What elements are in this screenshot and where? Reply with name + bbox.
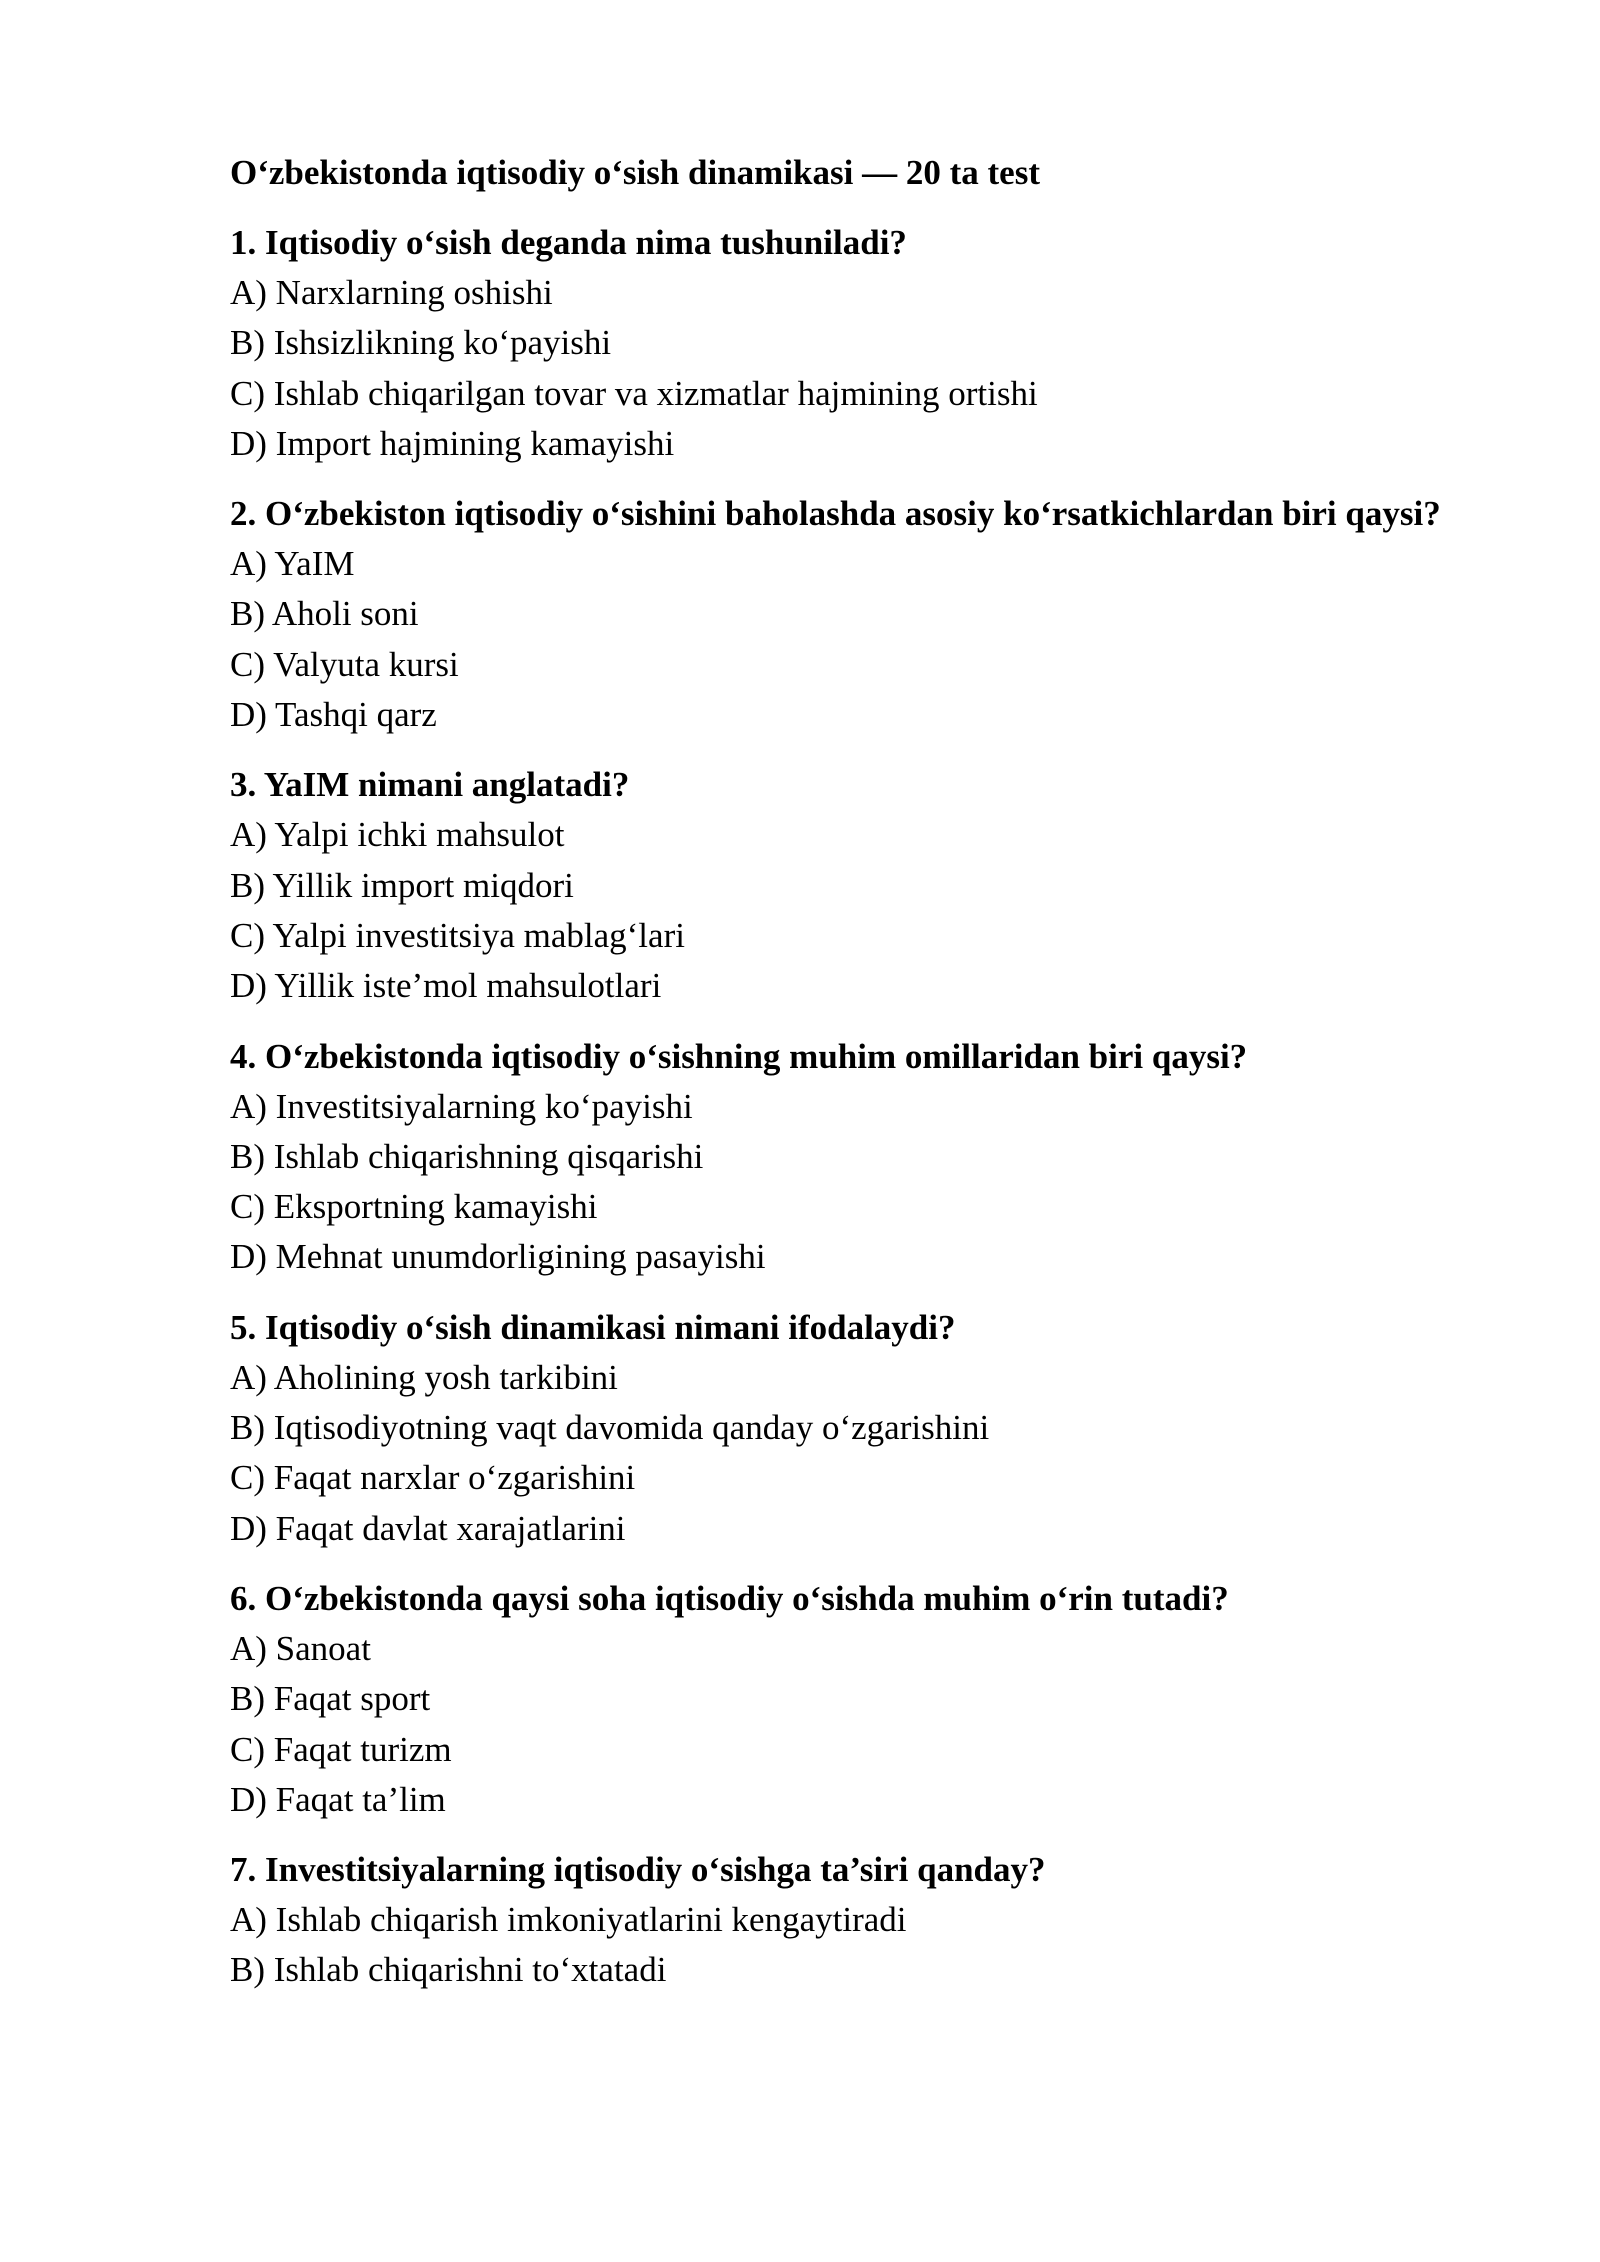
option-list <box>230 268 1470 469</box>
option-c: C) Faqat turizm <box>230 1729 452 1769</box>
option-b: B) Faqat sport <box>230 1679 431 1719</box>
option-a: A) YaIM <box>230 544 355 584</box>
option-d: D) Import hajmining kamayishi <box>230 423 675 463</box>
option-c: C) Yalpi investitsiya mablag‘lari <box>230 915 685 955</box>
document-title: O‘zbekistonda iqtisodiy o‘sish dinamikasi — 20 ta test <box>230 153 1040 192</box>
document-page <box>230 148 1470 2016</box>
question-text: 6. O‘zbekistonda qaysi soha iqtisodiy o‘sishda muhim o‘rin tutadi? <box>230 1578 1229 1618</box>
option-b: B) Ishlab chiqarishni to‘xtatadi <box>230 1950 667 1990</box>
option-a: A) Ishlab chiqarish imkoniyatlarini kengaytiradi <box>230 1900 907 1940</box>
option-c: C) Faqat narxlar o‘zgarishini <box>230 1458 636 1498</box>
option-c: C) Valyuta kursi <box>230 644 459 684</box>
option-b: B) Ishsizlikning ko‘payishi <box>230 323 612 363</box>
option-b: B) Yillik import miqdori <box>230 865 574 905</box>
question-6 <box>230 1574 1470 1825</box>
option-d: D) Yillik iste’mol mahsulotlari <box>230 966 662 1006</box>
question-2 <box>230 489 1470 740</box>
question-5 <box>230 1303 1470 1554</box>
question-7 <box>230 1845 1470 1996</box>
option-a: A) Narxlarning oshishi <box>230 273 553 312</box>
question-4 <box>230 1032 1470 1283</box>
option-a: A) Sanoat <box>230 1628 371 1668</box>
option-d: D) Faqat davlat xarajatlarini <box>230 1508 626 1548</box>
question-3 <box>230 760 1470 1011</box>
option-list <box>230 539 1470 740</box>
option-a: A) Investitsiyalarning ko‘payishi <box>230 1086 693 1126</box>
option-list <box>230 1082 1470 1283</box>
option-list <box>230 1353 1470 1554</box>
question-text: 3. YaIM nimani anglatadi? <box>230 765 630 805</box>
question-1 <box>230 218 1470 469</box>
option-b: B) Aholi soni <box>230 594 419 634</box>
question-text: 7. Investitsiyalarning iqtisodiy o‘sishga ta’siri qanday? <box>230 1850 1046 1890</box>
option-d: D) Faqat ta’lim <box>230 1779 446 1819</box>
option-a: A) Aholining yosh tarkibini <box>230 1357 618 1397</box>
option-c: C) Eksportning kamayishi <box>230 1187 598 1227</box>
question-text: 1. Iqtisodiy o‘sish deganda nima tushuniladi? <box>230 223 907 262</box>
option-b: B) Ishlab chiqarishning qisqarishi <box>230 1136 704 1176</box>
option-list <box>230 1624 1470 1825</box>
question-text: 4. O‘zbekistonda iqtisodiy o‘sishning muhim omillaridan biri qaysi? <box>230 1036 1248 1076</box>
option-list <box>230 1895 1470 1996</box>
question-text: 5. Iqtisodiy o‘sish dinamikasi nimani ifodalaydi? <box>230 1307 956 1347</box>
option-list <box>230 810 1470 1011</box>
option-d: D) Mehnat unumdorligining pasayishi <box>230 1237 766 1277</box>
option-a: A) Yalpi ichki mahsulot <box>230 815 565 855</box>
option-b: B) Iqtisodiyotning vaqt davomida qanday o‘zgarishini <box>230 1408 990 1448</box>
option-c: C) Ishlab chiqarilgan tovar va xizmatlar hajmining ortishi <box>230 373 1038 413</box>
option-d: D) Tashqi qarz <box>230 695 437 735</box>
question-text: 2. O‘zbekiston iqtisodiy o‘sishini baholashda asosiy ko‘rsatkichlardan biri qaysi? <box>230 494 1441 534</box>
